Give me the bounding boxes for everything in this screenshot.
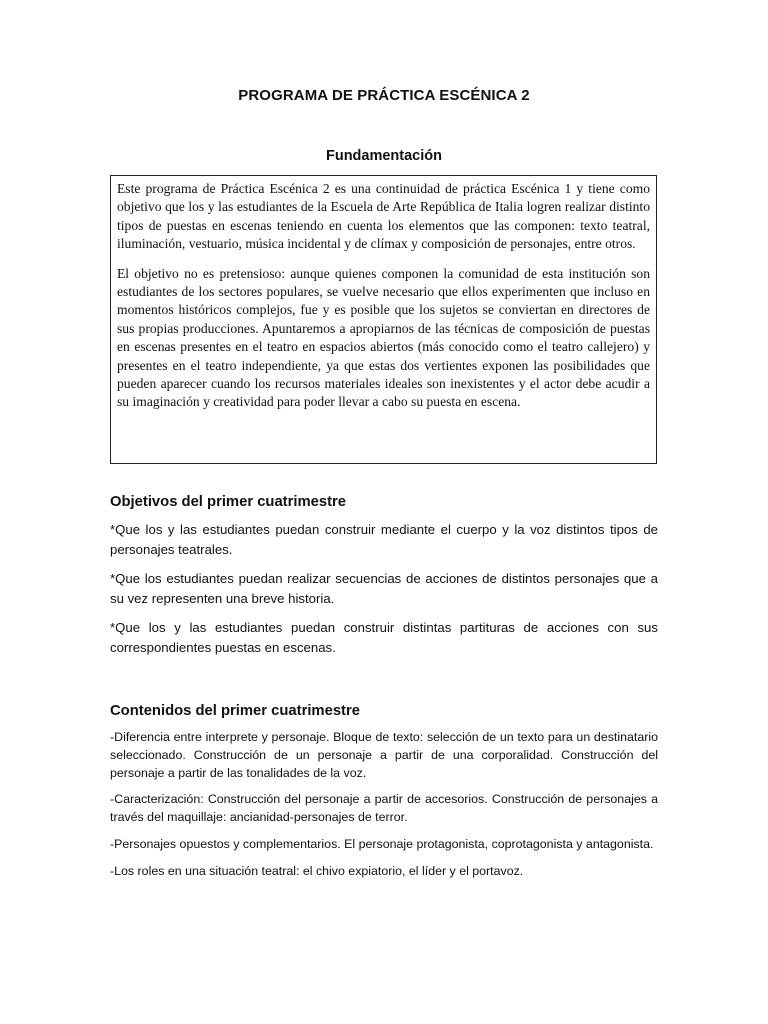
objetivo-item: *Que los y las estudiantes puedan construir mediante el cuerpo y la voz distintos tipos de personajes teatrales. [110, 522, 658, 557]
contenido-item: -Personajes opuestos y complementarios. El personaje protagonista, coprotagonista y antagonista. [110, 836, 654, 851]
objetivo-item: *Que los y las estudiantes puedan construir distintas partituras de acciones con sus correspondientes puestas en escenas. [110, 620, 658, 655]
contenidos-heading: Contenidos del primer cuatrimestre [110, 703, 360, 719]
fundamentacion-paragraph-2: El objetivo no es pretensioso: aunque quienes componen la comunidad de esta institución son estudiantes de los sectores populares, se vuelve necesario que ellos experimenten que incluso en momentos históricos complejos, fue y es posible que los sujetos se conviertan en directores de sus propias producciones. Apuntaremos a apropiarnos de las técnicas de composición de puestas en escenas presentes en el teatro en espacios abiertos (más conocido como el teatro callejero) y presentes en el teatro independiente, ya que estas dos vertientes exponen las posibilidades que pueden aparecer cuando los recursos materiales ideales son inexistentes y el actor debe acudir a su imaginación y creatividad para poder llevar a cabo su puesta en escena. [117, 265, 650, 410]
contenidos-section [110, 703, 658, 890]
contenido-item: -Los roles en una situación teatral: el chivo expiatorio, el líder y el portavoz. [110, 863, 524, 878]
objetivos-heading: Objetivos del primer cuatrimestre [110, 494, 347, 510]
page-title: PROGRAMA DE PRÁCTICA ESCÉNICA 2 [238, 87, 530, 104]
fundamentacion-box [110, 175, 657, 464]
contenido-item: -Diferencia entre interprete y personaje. Bloque de texto: selección de un texto para un destinatario seleccionado. Construcción de un personaje a partir de una corporalidad. Construcción del personaje a partir de las tonalidades de la voz. [110, 730, 658, 780]
objetivo-item: *Que los estudiantes puedan realizar secuencias de acciones de distintos personajes que a su vez representen una breve historia. [110, 571, 658, 606]
objetivos-section [110, 494, 658, 667]
fundamentacion-heading: Fundamentación [325, 148, 442, 164]
fundamentacion-paragraph-1: Este programa de Práctica Escénica 2 es una continuidad de práctica Escénica 1 y tiene como objetivo que los y las estudiantes de la Escuela de Arte República de Italia logren realizar distinto tipos de puestas en escenas teniendo en cuenta los elementos que las componen: texto teatral, iluminación, vestuario, música incidental y de clímax y composición de personajes, entre otros. [117, 181, 650, 252]
contenido-item: -Caracterización: Construcción del personaje a partir de accesorios. Construcción de personajes a través del maquillaje: ancianidad-personajes de terror. [110, 792, 658, 825]
